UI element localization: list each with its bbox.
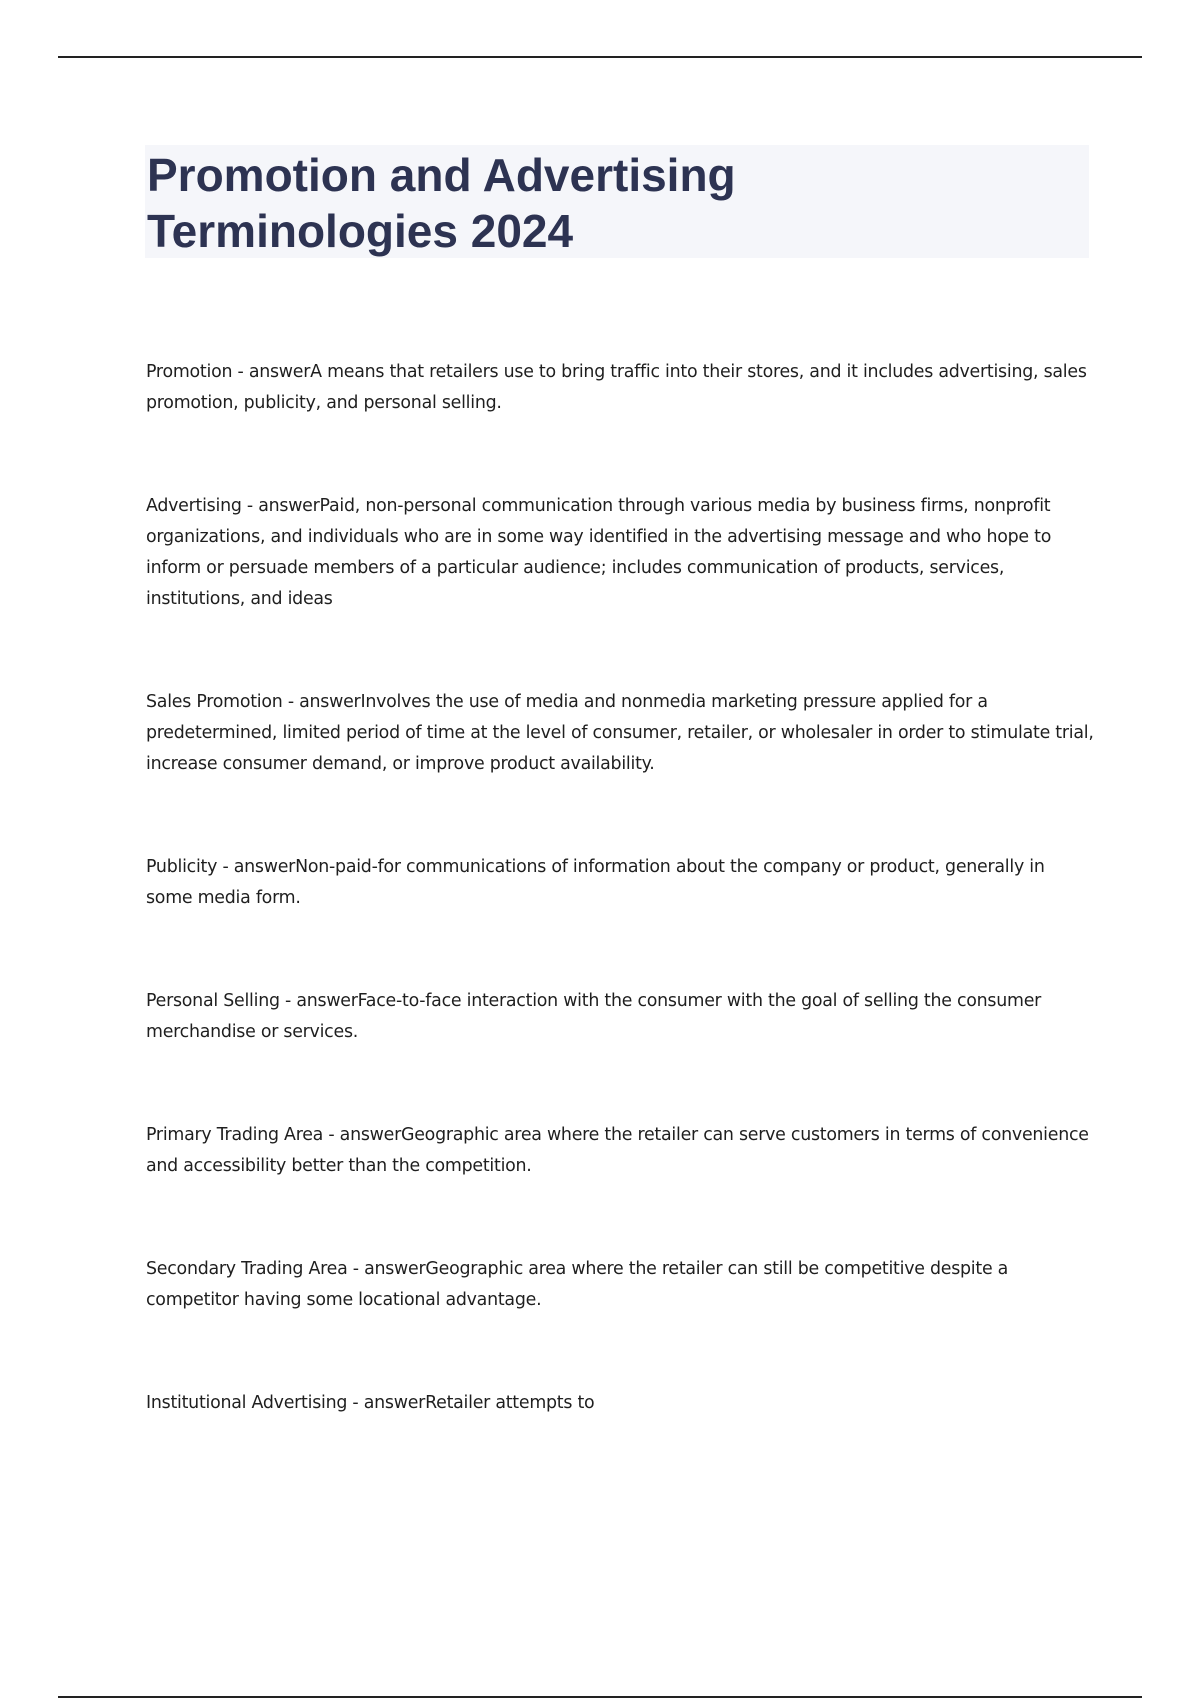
term-separator: - answer bbox=[347, 1259, 426, 1279]
term-definition: Geographic area where the retailer can still be competitive despite a competitor having some locational advantage. bbox=[146, 1259, 1009, 1310]
term-entry-primary-trading-area bbox=[146, 1120, 1094, 1182]
term-separator: - answer bbox=[241, 496, 320, 516]
term-separator: - answer bbox=[232, 362, 311, 382]
term-definition: Paid, non-personal communication through various media by business firms, nonprofit organizations, and individuals who are in some way identified in the advertising message and who hope to inform or persuade members of a particular audience; includes communication of products, services, institutions, and ideas bbox=[146, 496, 1052, 609]
term-entry-promotion bbox=[146, 357, 1094, 419]
term-separator: - answer bbox=[323, 1125, 401, 1145]
term-separator: - answer bbox=[282, 692, 361, 712]
term-name: Promotion bbox=[146, 362, 233, 382]
term-definition: Retailer attempts to bbox=[425, 1393, 595, 1413]
term-separator: - answer bbox=[217, 857, 296, 877]
terms-list bbox=[146, 357, 1094, 1419]
term-entry-publicity bbox=[146, 852, 1094, 914]
top-rule bbox=[58, 56, 1142, 58]
term-name: Primary Trading Area bbox=[146, 1125, 324, 1145]
term-separator: - answer bbox=[279, 991, 358, 1011]
document-title: Promotion and Advertising Terminologies 2024 bbox=[147, 149, 736, 257]
term-name: Advertising bbox=[146, 496, 242, 516]
term-entry-secondary-trading-area bbox=[146, 1254, 1094, 1316]
term-name: Sales Promotion bbox=[146, 692, 283, 712]
term-name: Personal Selling bbox=[146, 991, 280, 1011]
term-name: Publicity bbox=[146, 857, 218, 877]
term-definition: Non-paid-for communications of information about the company or product, generally in some media form. bbox=[146, 857, 1045, 908]
term-definition: Face-to-face interaction with the consumer with the goal of selling the consumer merchandise or services. bbox=[146, 991, 1042, 1042]
term-definition: Geographic area where the retailer can serve customers in terms of convenience and accessibility better than the competition. bbox=[146, 1125, 1089, 1176]
term-name: Institutional Advertising bbox=[146, 1393, 348, 1413]
term-definition: A means that retailers use to bring traffic into their stores, and it includes advertising, sales promotion, publicity, and personal selling. bbox=[146, 362, 1087, 413]
title-banner bbox=[145, 145, 1089, 258]
bottom-rule bbox=[58, 1696, 1142, 1698]
term-name: Secondary Trading Area bbox=[146, 1259, 348, 1279]
term-definition: Involves the use of media and nonmedia marketing pressure applied for a predetermined, limited period of time at the level of consumer, retailer, or wholesaler in order to stimulate trial, increase consumer demand, or improve product availability. bbox=[146, 692, 1094, 774]
term-separator: - answer bbox=[347, 1393, 426, 1413]
term-entry-institutional-advertising bbox=[146, 1388, 1094, 1419]
term-entry-advertising bbox=[146, 491, 1094, 615]
term-entry-personal-selling bbox=[146, 986, 1094, 1048]
term-entry-sales-promotion bbox=[146, 687, 1094, 780]
